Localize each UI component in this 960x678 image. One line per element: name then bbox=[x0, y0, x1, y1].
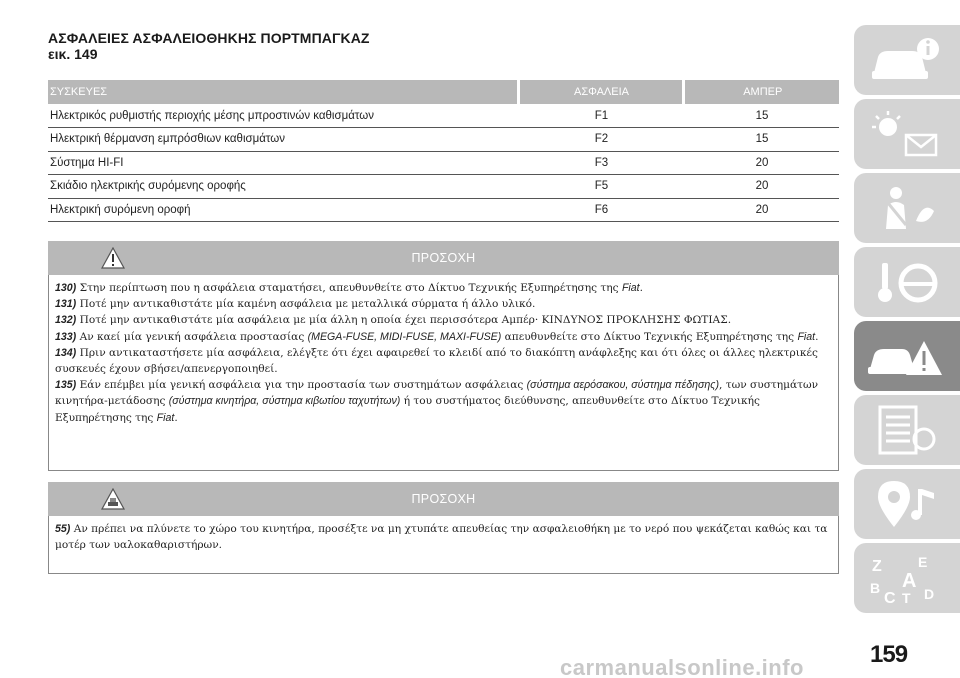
warning-item: 131) Ποτέ μην αντικαθιστάτε μία καμένη ασφάλεια με μεταλλικά σύρματα ή άλλο υλικό. bbox=[55, 298, 536, 311]
row-device: Σκιάδιο ηλεκτρικής συρόμενης οροφής bbox=[48, 175, 518, 199]
warning-item: 55) Αν πρέπει να πλύνετε το χώρο του κινητήρα, προσέξτε να μη χτυπάτε απευθείας την ασφαλειοθήκη με το νερό που ψεκάζεται καθώς και τα μοτέρ των υαλοκαθαριστήρων. bbox=[55, 523, 828, 552]
warning-item: 132) Ποτέ μην αντικαθιστάτε μία ασφάλεια με μία άλλη η οποία έχει περισσότερα Αμπέρ· ΚΙΝΔΥΝΟΣ ΠΡΟΚΛΗΣΗΣ ΦΩΤΙΑΣ. bbox=[55, 314, 732, 327]
row-fuse: F5 bbox=[518, 175, 683, 199]
row-device: Ηλεκτρική συρόμενη οροφή bbox=[48, 198, 518, 222]
row-fuse: F1 bbox=[518, 104, 683, 128]
index-letter: Z bbox=[872, 558, 882, 575]
tab-maintenance[interactable] bbox=[854, 395, 960, 465]
tab-car-info[interactable] bbox=[854, 25, 960, 95]
emergency-breakdown-icon bbox=[866, 329, 946, 383]
row-ampere: 20 bbox=[683, 175, 839, 199]
seatbelt-airbag-icon bbox=[866, 181, 946, 235]
warning-item: 135) Εάν επέμβει μία γενική ασφάλεια για την προστασία των συστημάτων ασφάλειας (σύστημα αερόσακου, σύστημα πέδησης), των συστημάτων κινητήρα-μετάδοσης (σύστημα κινητήρα, σύστημα κιβωτίου ταχυτήτων) ή του συστήματος διεύθυνσης, απευθυνθείτε στο Δίκτυο Τεχνικής Εξυπηρέτησης της Fiat. bbox=[55, 379, 819, 424]
index-letter: A bbox=[902, 570, 917, 592]
warning-item: 130) Στην περίπτωση που η ασφάλεια σταματήσει, απευθυνθείτε στο Δίκτυο Τεχνικής Εξυπηρέτησης της Fiat. bbox=[55, 282, 643, 294]
tab-starting-driving[interactable] bbox=[854, 247, 960, 317]
watermark: carmanualsonline.info bbox=[560, 655, 804, 678]
figure-reference: εικ. 149 bbox=[48, 46, 98, 62]
warning-title: ΠΡΟΣΟΧΗ bbox=[411, 492, 476, 506]
warning-item: 133) Αν καεί μία γενική ασφάλεια προστασίας (MEGA-FUSE, MIDI-FUSE, MAXI-FUSE) απευθυνθείτε στο Δίκτυο Τεχνικής Εξυπηρέτησης της Fiat. bbox=[55, 330, 819, 343]
index-letter: E bbox=[918, 554, 928, 570]
table-row bbox=[48, 104, 839, 128]
table-row bbox=[48, 128, 839, 152]
alphabetical-index-icon bbox=[866, 551, 946, 607]
header-fuse: ΑΣΦΑΛΕΙΑ bbox=[518, 80, 683, 104]
header-devices: ΣΥΣΚΕΥΕΣ bbox=[48, 80, 518, 104]
tab-multimedia[interactable] bbox=[854, 469, 960, 539]
header-ampere: ΑΜΠΕΡ bbox=[683, 80, 839, 104]
chapter-sidebar bbox=[854, 25, 960, 625]
row-fuse: F6 bbox=[518, 198, 683, 222]
index-letter: B bbox=[870, 580, 881, 596]
warning-item: 134) Πριν αντικαταστήσετε μία ασφάλεια, ελέγξτε ότι έχει αφαιρεθεί το κλειδί από το διακόπτη ανάφλεξης και ότι όλες οι άλλες ηλεκτρικές συσκευές έχουν σβήσει/απενεργοποιηθεί. bbox=[55, 346, 818, 376]
lights-message-icon bbox=[866, 107, 946, 161]
row-device: Σύστημα HI-FI bbox=[48, 151, 518, 175]
row-ampere: 15 bbox=[683, 128, 839, 152]
row-fuse: F2 bbox=[518, 128, 683, 152]
key-steering-icon bbox=[866, 255, 946, 309]
row-device: Ηλεκτρικός ρυθμιστής περιοχής μέσης μπροστινών καθισμάτων bbox=[48, 104, 518, 128]
table-row bbox=[48, 175, 839, 199]
warning-body bbox=[48, 275, 839, 471]
table-row bbox=[48, 151, 839, 175]
row-device: Ηλεκτρική θέρμανση εμπρόσθιων καθισμάτων bbox=[48, 128, 518, 152]
tab-safety[interactable] bbox=[854, 173, 960, 243]
section-title: ΑΣΦΑΛΕΙΕΣ ΑΣΦΑΛΕΙΟΘΗΚΗΣ ΠΟΡΤΜΠΑΓΚΑΖ bbox=[48, 30, 370, 46]
car-info-icon bbox=[866, 33, 946, 87]
index-letter: C bbox=[884, 590, 896, 607]
row-ampere: 15 bbox=[683, 104, 839, 128]
index-letter: D bbox=[924, 586, 935, 602]
index-letter: T bbox=[902, 590, 911, 606]
multimedia-location-icon bbox=[866, 477, 946, 531]
maintenance-checklist-icon bbox=[866, 403, 946, 457]
table-header-row bbox=[48, 80, 839, 104]
tab-index[interactable] bbox=[854, 543, 960, 613]
fuse-table bbox=[48, 80, 839, 222]
tab-emergency[interactable] bbox=[854, 321, 960, 391]
warning-header bbox=[48, 482, 839, 516]
tab-lights-messages[interactable] bbox=[854, 99, 960, 169]
warning-body bbox=[48, 516, 839, 574]
warning-header bbox=[48, 241, 839, 275]
row-ampere: 20 bbox=[683, 198, 839, 222]
warning-title: ΠΡΟΣΟΧΗ bbox=[411, 251, 476, 265]
page-number: 159 bbox=[870, 641, 908, 668]
row-ampere: 20 bbox=[683, 151, 839, 175]
row-fuse: F3 bbox=[518, 151, 683, 175]
table-row bbox=[48, 198, 839, 222]
